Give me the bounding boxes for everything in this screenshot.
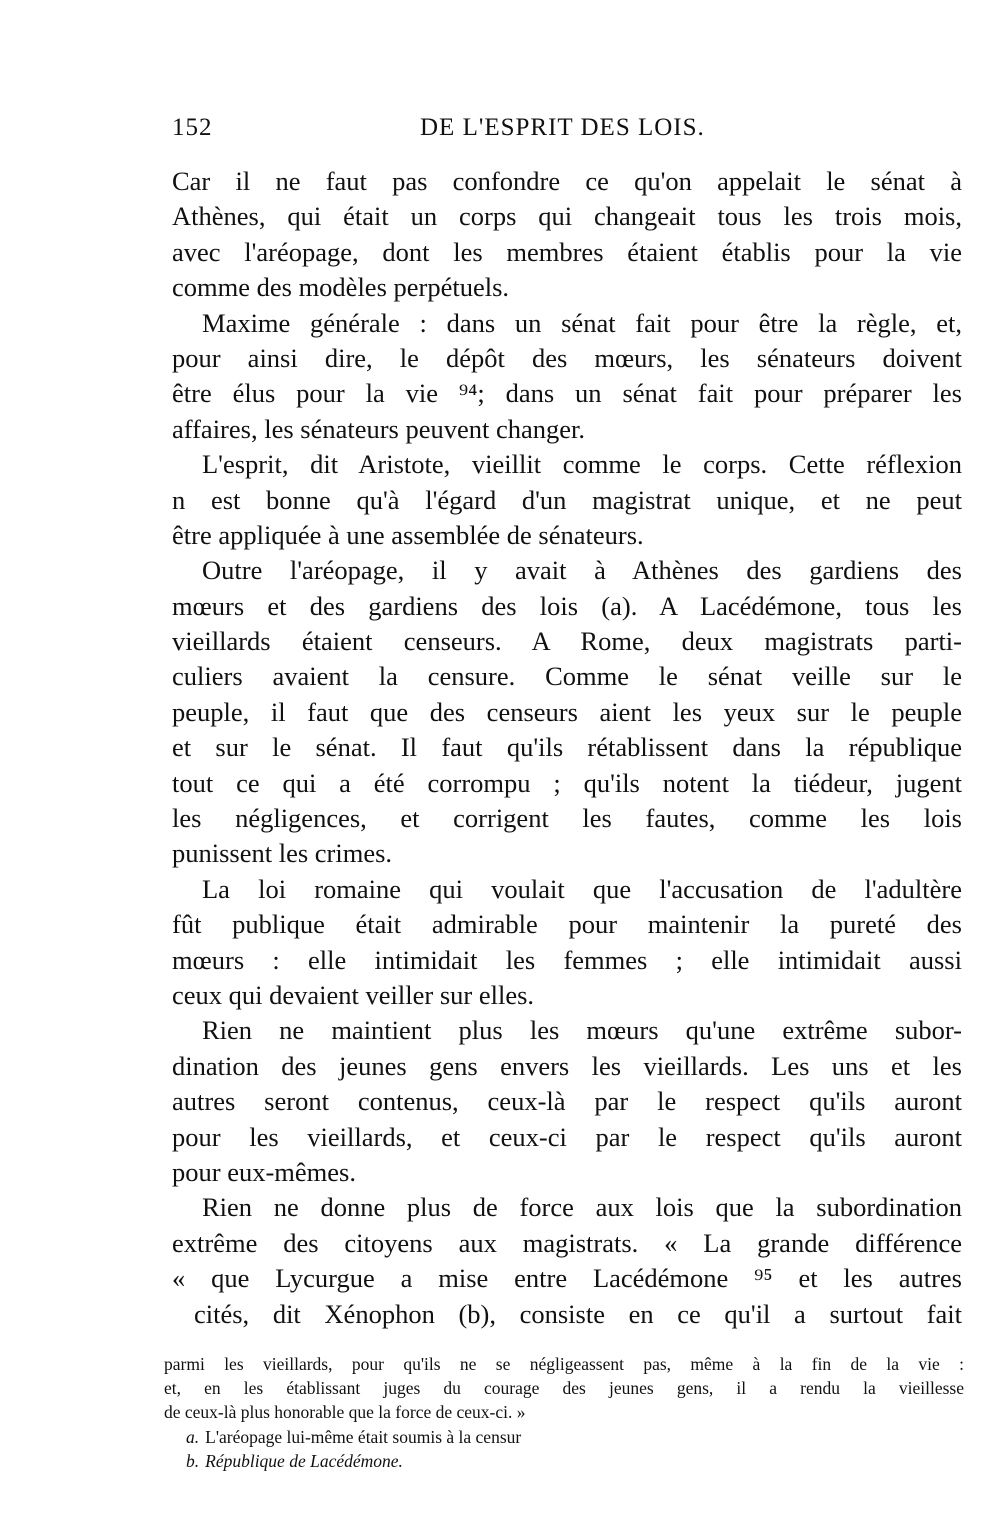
footnote-text: L'aréopage lui-même était soumis à la censur	[205, 1426, 522, 1447]
text-line: L'esprit, dit Aristote, vieillit comme le corps. Cette réflexion	[202, 449, 962, 480]
text-line: mœurs et des gardiens des lois (a). A Lacédémone, tous les	[172, 590, 962, 621]
footnotes	[164, 1352, 964, 1473]
text-line: être appliquée à une assemblée de sénateurs.	[172, 519, 644, 550]
footnote-label: a.	[186, 1426, 200, 1447]
footnote-label: b.	[186, 1450, 200, 1471]
text-line: mœurs : elle intimidait les femmes ; elle intimidait aussi	[172, 944, 962, 975]
text-line: pour les vieillards, et ceux-ci par le respect qu'ils auront	[172, 1121, 962, 1152]
footnote-b	[164, 1449, 964, 1473]
text-line: culiers avaient la censure. Comme le sénat veille sur le	[172, 661, 962, 692]
text-line: Athènes, qui était un corps qui changeait tous les trois mois,	[172, 201, 962, 232]
text-line: Rien ne donne plus de force aux lois que la subordination	[202, 1192, 962, 1223]
text-line: affaires, les sénateurs peuvent changer.	[172, 413, 586, 444]
text-line: extrême des citoyens aux magistrats. « La grande différence	[172, 1227, 962, 1258]
text-line: Car il ne faut pas confondre ce qu'on appelait le sénat à	[172, 166, 962, 196]
body-text	[172, 164, 962, 1332]
text-line: n est bonne qu'à l'égard d'un magistrat unique, et ne peut	[172, 484, 962, 515]
text-line: peuple, il faut que des censeurs aient les yeux sur le peuple	[172, 696, 962, 727]
text-line: punissent les crimes.	[172, 838, 393, 869]
footnote-continuation-line: de ceux-là plus honorable que la force de ceux-ci. »	[164, 1402, 526, 1423]
text-line: vieillards étaient censeurs. A Rome, deux magistrats parti-	[172, 626, 962, 657]
text-line: « que Lycurgue a mise entre Lacédémone ⁹⁵ et les autres	[172, 1263, 962, 1294]
text-line: Rien ne maintient plus les mœurs qu'une extrême subor-	[202, 1015, 962, 1046]
text-line: autres seront contenus, ceux-là par le respect qu'ils auront	[172, 1086, 962, 1117]
text-line: cités, dit Xénophon (b), consiste en ce qu'il a surtout fait	[194, 1298, 962, 1329]
text-line: comme des modèles perpétuels.	[172, 272, 510, 303]
footnote-continuation-line: parmi les vieillards, pour qu'ils ne se négligeassent pas, même à la fin de la vie :	[164, 1354, 964, 1374]
text-line: les négligences, et corrigent les fautes, comme les lois	[172, 803, 962, 834]
footnote-text: République de Lacédémone.	[205, 1450, 403, 1471]
text-line: pour ainsi dire, le dépôt des mœurs, les sénateurs doivent	[172, 342, 962, 373]
text-line: et sur le sénat. Il faut qu'ils rétablissent dans la république	[172, 732, 962, 763]
text-line: fût publique était admirable pour maintenir la pureté des	[172, 909, 962, 940]
text-line: Outre l'aréopage, il y avait à Athènes des gardiens des	[202, 555, 962, 586]
text-line: pour eux-mêmes.	[172, 1156, 356, 1187]
text-line: tout ce qui a été corrompu ; qu'ils notent la tiédeur, jugent	[172, 767, 962, 798]
text-line: La loi romaine qui voulait que l'accusation de l'adultère	[202, 873, 962, 904]
page-header	[172, 114, 962, 148]
footnote-continuation-line: et, en les établissant juges du courage des jeunes gens, il a rendu la vieillesse	[164, 1378, 964, 1399]
text-line: avec l'aréopage, dont les membres étaient établis pour la vie	[172, 236, 962, 267]
text-line: Maxime générale : dans un sénat fait pour être la règle, et,	[202, 307, 962, 338]
running-title: DE L'ESPRIT DES LOIS.	[420, 114, 705, 141]
text-line: ceux qui devaient veiller sur elles.	[172, 979, 535, 1010]
footnote-a	[164, 1425, 964, 1449]
text-line: être élus pour la vie ⁹⁴; dans un sénat fait pour préparer les	[172, 378, 962, 409]
page-number: 152	[172, 114, 213, 141]
text-line: dination des jeunes gens envers les vieillards. Les uns et les	[172, 1050, 962, 1081]
